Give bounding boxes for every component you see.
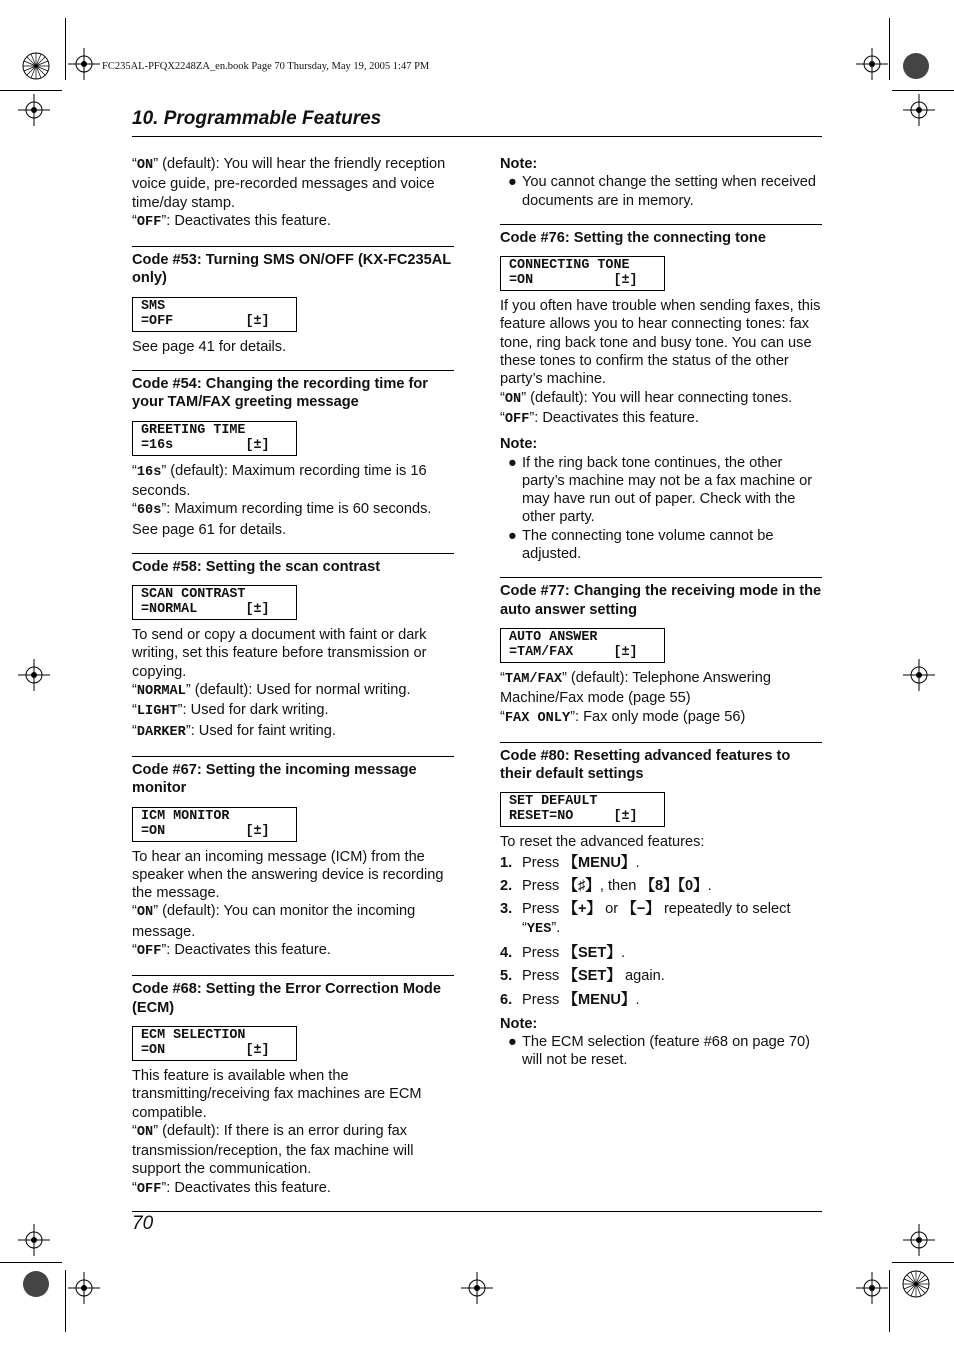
crop-line xyxy=(0,90,62,91)
step-item: 3. Press 【+】 or 【−】 repeatedly to select “YES”. xyxy=(500,901,791,937)
option-text: “60s”: Maximum recording time is 60 seconds. xyxy=(132,501,432,519)
lcd-display: ECM SELECTION =ON [±] xyxy=(132,1026,297,1061)
option-text: “DARKER”: Used for faint writing. xyxy=(132,722,336,740)
crosshair-icon xyxy=(856,48,888,80)
code-76-heading: Code #76: Setting the connecting tone xyxy=(500,224,822,247)
page-number: 70 xyxy=(132,1213,154,1234)
lcd-display: SCAN CONTRAST =NORMAL [±] xyxy=(132,585,297,620)
note-label: Note: xyxy=(500,156,538,172)
registration-target-icon xyxy=(20,50,52,82)
bullet-icon: ● xyxy=(508,1034,517,1051)
option-text: “16s” (default): Maximum recording time is 16 seconds. xyxy=(132,462,427,499)
option-text: “ON” (default): You will hear connecting tones. xyxy=(500,389,793,407)
steps-list xyxy=(500,854,822,1009)
option-text: “OFF”: Deactivates this feature. xyxy=(132,942,331,960)
header-rule xyxy=(132,136,822,137)
crosshair-icon xyxy=(903,1224,935,1256)
registration-dot-icon xyxy=(20,1268,52,1300)
option-text: “OFF”: Deactivates this feature. xyxy=(500,409,699,427)
crosshair-icon xyxy=(18,1224,50,1256)
crosshair-icon xyxy=(856,1272,888,1304)
option-text: “FAX ONLY”: Fax only mode (page 56) xyxy=(500,708,746,726)
note-label: Note: xyxy=(500,436,538,453)
footer-rule xyxy=(132,1211,822,1212)
file-header: FC235AL-PFQX2248ZA_en.book Page 70 Thursday, May 19, 2005 1:47 PM xyxy=(102,61,430,72)
description-text: This feature is available when the transmitting/receiving fax machines are ECM compatible. xyxy=(132,1067,422,1121)
code-80-heading: Code #80: Resetting advanced features to their default settings xyxy=(500,742,822,784)
registration-target-icon xyxy=(900,1268,932,1300)
note-label: Note: xyxy=(500,1015,538,1032)
code-77-heading: Code #77: Changing the receiving mode in the auto answer setting xyxy=(500,577,822,619)
code-54-heading: Code #54: Changing the recording time for your TAM/FAX greeting message xyxy=(132,370,454,412)
description-text: If you often have trouble when sending faxes, this feature allows you to hear connecting tones: fax tone, ring back tone and busy tone. You can use these tones to confirm the status of the other party’s machine. xyxy=(500,298,821,388)
right-column xyxy=(500,155,822,1070)
crop-line xyxy=(889,1270,890,1332)
lcd-display: GREETING TIME =16s [±] xyxy=(132,421,297,456)
step-item: 4. Press 【SET】. xyxy=(500,944,625,961)
section-title: 10. Programmable Features xyxy=(132,108,382,129)
bullet-icon: ● xyxy=(508,527,517,544)
step-item: 1. Press 【MENU】. xyxy=(500,854,640,871)
note-bullet: ● The ECM selection (feature #68 on page 70) will not be reset. xyxy=(508,1034,810,1069)
reference-text: See page 61 for details. xyxy=(132,521,287,538)
crosshair-icon xyxy=(903,659,935,691)
option-text: “TAM/FAX” (default): Telephone Answering Machine/Fax mode (page 55) xyxy=(500,669,772,707)
crosshair-icon xyxy=(461,1272,493,1304)
option-text: “OFF”: Deactivates this feature. xyxy=(132,1179,331,1197)
step-item: 5. Press 【SET】 again. xyxy=(500,968,665,985)
crop-line xyxy=(0,1262,62,1263)
crosshair-icon xyxy=(68,48,100,80)
lcd-display: SET DEFAULT RESET=NO [±] xyxy=(500,792,665,827)
step-item: 2. Press 【♯】, then 【8】【0】. xyxy=(500,878,712,895)
description-text: To send or copy a document with faint or dark writing, set this feature before transmission or copying. xyxy=(132,627,427,680)
description-text: To hear an incoming message (ICM) from the speaker when the answering device is recording the message. xyxy=(132,848,444,902)
crosshair-icon xyxy=(903,94,935,126)
crosshair-icon xyxy=(18,659,50,691)
note-bullet: ● If the ring back tone continues, the other party’s machine may not be a fax machine or may have run out of paper. Check with the other party. xyxy=(508,454,813,526)
lcd-display: AUTO ANSWER =TAM/FAX [±] xyxy=(500,628,665,663)
note-bullet: ● The connecting tone volume cannot be adjusted. xyxy=(508,527,774,563)
code-58-heading: Code #58: Setting the scan contrast xyxy=(132,553,454,576)
code-68-heading: Code #68: Setting the Error Correction Mode (ECM) xyxy=(132,975,454,1017)
bullet-icon: ● xyxy=(508,454,517,471)
left-column xyxy=(132,155,454,1199)
code-53-heading: Code #53: Turning SMS ON/OFF (KX-FC235AL only) xyxy=(132,246,454,288)
option-text: “LIGHT”: Used for dark writing. xyxy=(132,702,329,720)
intro-on: “ON” (default): You will hear the friendly reception voice guide, pre-recorded messages and voice time/day stamp. xyxy=(132,156,446,211)
registration-dot-icon xyxy=(900,50,932,82)
crop-line xyxy=(892,1262,954,1263)
crop-line xyxy=(65,18,66,80)
crop-line xyxy=(892,90,954,91)
option-text: “NORMAL” (default): Used for normal writing. xyxy=(132,682,411,700)
crop-line xyxy=(889,18,890,80)
crosshair-icon xyxy=(68,1272,100,1304)
note-bullet: ● You cannot change the setting when received documents are in memory. xyxy=(508,174,816,209)
lcd-display: ICM MONITOR =ON [±] xyxy=(132,807,297,842)
crosshair-icon xyxy=(18,94,50,126)
code-67-heading: Code #67: Setting the incoming message monitor xyxy=(132,756,454,798)
step-item: 6. Press 【MENU】. xyxy=(500,991,640,1008)
option-text: “ON” (default): If there is an error during fax transmission/reception, the fax machine will support the communication. xyxy=(132,1122,414,1178)
crop-line xyxy=(65,1270,66,1332)
steps-intro: To reset the advanced features: xyxy=(500,834,705,851)
bullet-icon: ● xyxy=(508,174,517,191)
option-text: “ON” (default): You can monitor the incoming message. xyxy=(132,903,416,940)
intro-off: “OFF”: Deactivates this feature. xyxy=(132,212,331,230)
lcd-display: SMS =OFF [±] xyxy=(132,297,297,332)
lcd-display: CONNECTING TONE =ON [±] xyxy=(500,256,665,291)
code-53-text: See page 41 for details. xyxy=(132,338,287,355)
